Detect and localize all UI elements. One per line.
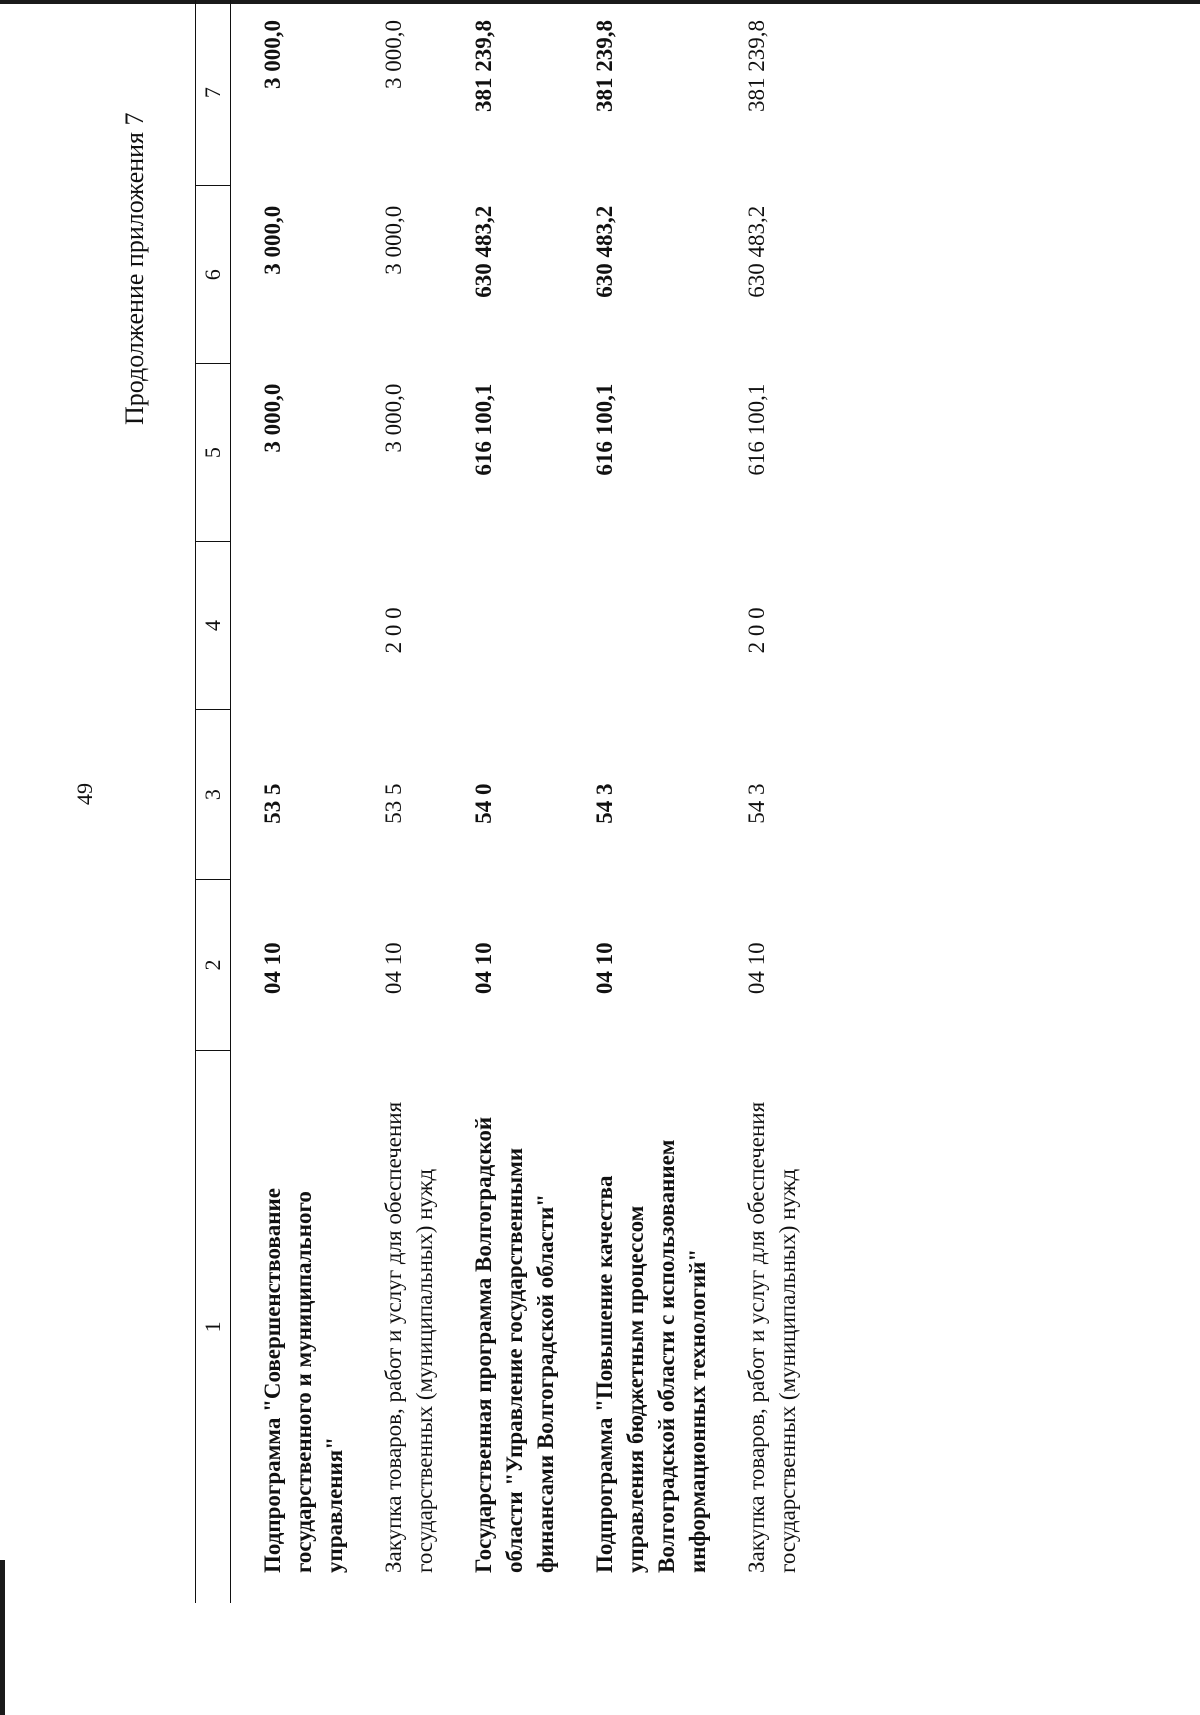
table-header-row [196, 0, 231, 1603]
row-value-7: 381 239,8 [592, 20, 617, 112]
header-gap-cell [231, 0, 250, 1603]
row-expense-type: 2 0 0 [381, 607, 406, 654]
column-header-7: 7 [196, 0, 231, 186]
row-name: Подпрограмма "Повышение качества управления бюджетным процессом Волгоградской области с использованием информационных технологий" [592, 1139, 710, 1573]
row-value-6: 630 483,2 [471, 205, 496, 298]
row-name: Государственная программа Волгоградской области "Управление государственными финансами Волгоградской области" [471, 1116, 558, 1573]
row-value-6: 630 483,2 [744, 205, 769, 298]
column-header-5: 5 [196, 364, 231, 542]
row-value-5: 3 000,0 [381, 383, 406, 453]
row-value-5: 616 100,1 [592, 383, 617, 476]
row-program-code: 53 5 [381, 783, 406, 824]
row-section-code: 04 10 [471, 942, 496, 995]
column-header-2: 2 [196, 880, 231, 1050]
row-section-code: 04 10 [592, 942, 617, 995]
table-row [733, 0, 823, 1603]
row-program-code: 53 5 [260, 783, 285, 824]
row-expense-type [460, 542, 581, 710]
row-section-code: 04 10 [260, 942, 285, 995]
row-value-5: 616 100,1 [744, 383, 769, 476]
row-expense-type [581, 542, 733, 710]
page-number: 49 [72, 783, 97, 805]
row-name: Закупка товаров, работ и услуг для обеспечения государственных (муниципальных) нужд [381, 1101, 437, 1573]
column-header-4: 4 [196, 542, 231, 710]
row-program-code: 54 3 [592, 783, 617, 824]
row-value-6: 3 000,0 [381, 205, 406, 275]
row-name: Подпрограмма "Совершенствование государственного и муниципального управления" [260, 1187, 347, 1573]
row-value-5: 3 000,0 [260, 383, 285, 453]
continuation-label: Продолжение приложения 7 [120, 112, 149, 425]
table-row [581, 0, 733, 1603]
column-header-6: 6 [196, 186, 231, 364]
budget-table [195, 0, 823, 1603]
row-section-code: 04 10 [744, 942, 769, 995]
row-program-code: 54 3 [744, 783, 769, 824]
header-gap [231, 0, 250, 1603]
row-expense-type [249, 542, 370, 710]
column-header-1: 1 [196, 1050, 231, 1603]
table-row [460, 0, 581, 1603]
row-value-7: 3 000,0 [260, 20, 285, 89]
row-value-6: 630 483,2 [592, 205, 617, 298]
row-expense-type: 2 0 0 [744, 607, 769, 654]
row-value-7: 3 000,0 [381, 20, 406, 89]
row-name: Закупка товаров, работ и услуг для обеспечения государственных (муниципальных) нужд [744, 1101, 800, 1573]
row-section-code: 04 10 [381, 942, 406, 995]
row-program-code: 54 0 [471, 783, 496, 824]
table-row [370, 0, 460, 1603]
column-header-3: 3 [196, 709, 231, 879]
row-value-7: 381 239,8 [744, 20, 769, 112]
row-value-7: 381 239,8 [471, 20, 496, 112]
row-value-5: 616 100,1 [471, 383, 496, 476]
table-row [249, 0, 370, 1603]
row-value-6: 3 000,0 [260, 205, 285, 275]
